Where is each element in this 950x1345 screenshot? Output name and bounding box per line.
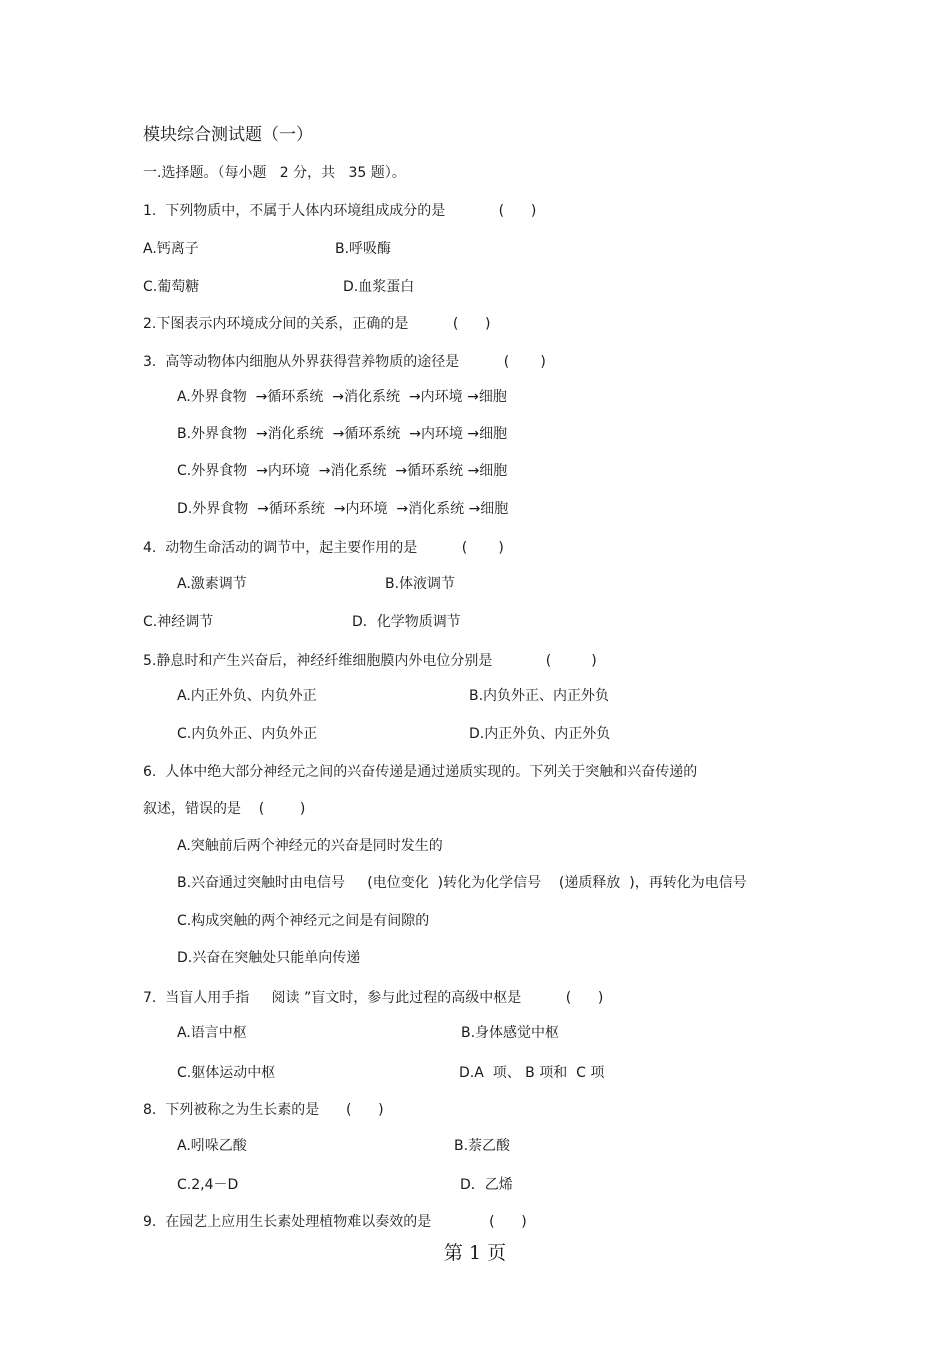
page-number-footer: 第 1 页 — [443, 1242, 507, 1264]
question-6-line-1: 6. 人体中绝大部分神经元之间的兴奋传递是通过递质实现的。下列关于突触和兴奋传递的 — [143, 764, 698, 780]
document-title: 模块综合测试题（一） — [143, 125, 313, 145]
question-9: 9. 在园艺上应用生长素处理植物难以奏效的是 ( ) — [143, 1214, 527, 1230]
section-heading: 一.选择题。（每小题 2 分，共 35 题）。 — [143, 165, 406, 181]
question-3: 3. 高等动物体内细胞从外界获得营养物质的途径是 ( ) — [143, 354, 546, 370]
question-8-option-a: A.吲哚乙酸 — [177, 1138, 247, 1154]
question-1-option-a: A.钙离子 — [143, 241, 199, 257]
question-2: 2.下图表示内环境成分间的关系，正确的是 ( ) — [143, 316, 491, 332]
question-5-option-a: A.内正外负、内负外正 — [177, 688, 317, 704]
question-3-option-d: D.外界食物 →循环系统 →内环境 →消化系统 →细胞 — [177, 501, 509, 517]
question-1-option-b: B.呼吸酶 — [335, 241, 392, 257]
question-8-option-d: D．乙烯 — [460, 1177, 513, 1193]
question-1-option-c: C.葡萄糖 — [143, 279, 200, 295]
question-5-option-d: D.内正外负、内正外负 — [469, 726, 611, 742]
question-4: 4. 动物生命活动的调节中，起主要作用的是 ( ) — [143, 540, 504, 556]
question-4-option-b: B.体液调节 — [385, 576, 456, 592]
question-1-option-d: D.血浆蛋白 — [343, 279, 415, 295]
question-3-option-b: B.外界食物 →消化系统 →循环系统 →内环境 →细胞 — [177, 426, 508, 442]
question-5-option-b: B.内负外正、内正外负 — [469, 688, 610, 704]
question-7-option-a: A.语言中枢 — [177, 1025, 247, 1041]
question-8-option-c: C.2,4－D — [177, 1177, 239, 1193]
question-4-option-d: D．化学物质调节 — [352, 614, 461, 630]
question-8: 8. 下列被称之为生长素的是 ( ) — [143, 1102, 384, 1118]
question-3-option-a: A.外界食物 →循环系统 →消化系统 →内环境 →细胞 — [177, 389, 507, 405]
question-1: 1. 下列物质中，不属于人体内环境组成成分的是 ( ) — [143, 203, 537, 219]
question-7-option-c: C.躯体运动中枢 — [177, 1065, 276, 1081]
question-4-option-c: C.神经调节 — [143, 614, 214, 630]
question-5: 5.静息时和产生兴奋后，神经纤维细胞膜内外电位分别是 ( ) — [143, 653, 597, 669]
question-6-line-2: 叙述，错误的是 ( ) — [143, 801, 306, 817]
question-6-option-d: D.兴奋在突触处只能单向传递 — [177, 950, 361, 966]
question-4-option-a: A.激素调节 — [177, 576, 247, 592]
question-6-option-c: C.构成突触的两个神经元之间是有间隙的 — [177, 913, 430, 929]
question-8-option-b: B.萘乙酸 — [454, 1138, 511, 1154]
question-6-option-b: B.兴奋通过突触时由电信号 (电位变化 )转化为化学信号 (递质释放 )，再转化为电信号 — [177, 875, 747, 891]
question-7: 7. 当盲人用手指 阅读 ”盲文时，参与此过程的高级中枢是 ( ) — [143, 990, 604, 1006]
question-7-option-b: B.身体感觉中枢 — [461, 1025, 560, 1041]
question-3-option-c: C.外界食物 →内环境 →消化系统 →循环系统 →细胞 — [177, 463, 508, 479]
question-5-option-c: C.内负外正、内负外正 — [177, 726, 318, 742]
question-6-option-a: A.突触前后两个神经元的兴奋是同时发生的 — [177, 838, 443, 854]
question-7-option-d: D.A 项、 B 项和 C 项 — [459, 1065, 605, 1081]
